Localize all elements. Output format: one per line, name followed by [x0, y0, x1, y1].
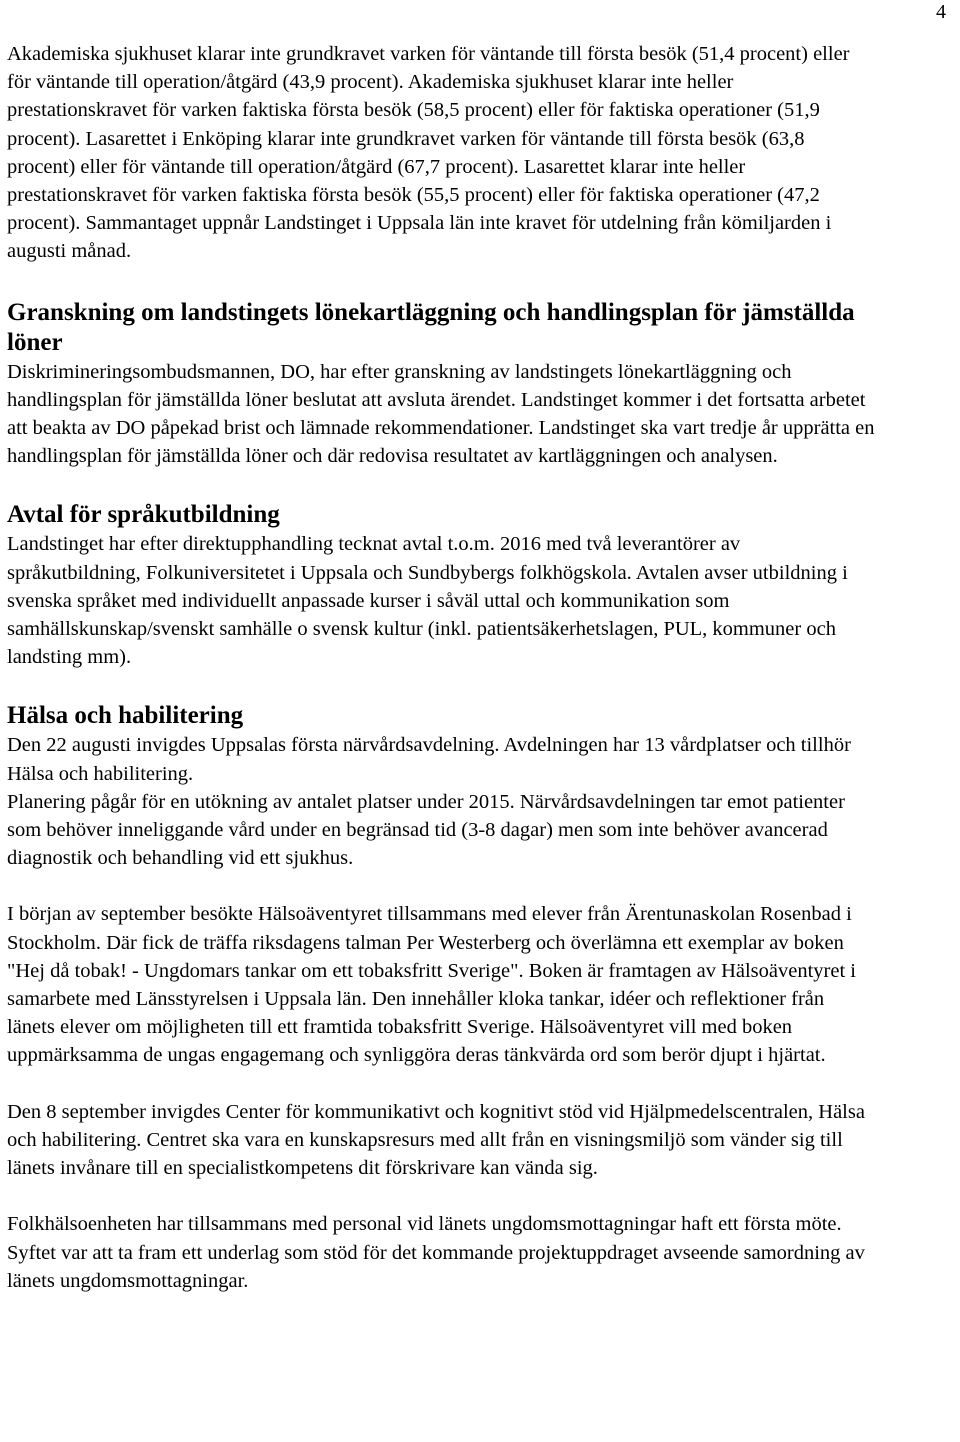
section-salary-review	[7, 298, 877, 471]
document-body	[7, 40, 877, 1295]
section-heading: Hälsa och habilitering	[7, 702, 244, 730]
section-paragraph: Folkhälsoenheten har tillsammans med personal vid länets ungdomsmottagningar haft ett första möte. Syftet var att ta fram ett underlag som stöd för det kommande projektuppdraget avseende samordning av länets ungdomsmottagningar.	[7, 1213, 865, 1292]
intro-paragraph: Akademiska sjukhuset klarar inte grundkravet varken för väntande till första besök (51,4 procent) eller för väntande till operation/åtgärd (43,9 procent). Akademiska sjukhuset klarar inte heller prestationskravet för varken faktiska första besök (58,5 procent) eller för faktiska operationer (51,9 procent). Lasarettet i Enköping klarar inte grundkravet varken för väntande till första besök (63,8 procent) eller för väntande till operation/åtgärd (67,7 procent). Lasarettet klarar inte heller prestationskravet för varken faktiska första besök (55,5 procent) eller för faktiska operationer (47,2 procent). Sammantaget uppnår Landstinget i Uppsala län inte kravet för utdelning från kömiljarden i augusti månad.	[7, 43, 850, 263]
section-heading: Avtal för språkutbildning	[7, 501, 280, 529]
section-paragraph: I början av september besökte Hälsoäventyret tillsammans med elever från Ärentunaskolan Rosenbad i Stockholm. Där fick de träffa riksdagens talman Per Westerberg och överlämna ett exemplar av boken "Hej då tobak! - Ungdomars tankar om ett tobaksfritt Sverige". Boken är framtagen av Hälsoäventyret i samarbete med Länsstyrelsen i Uppsala län. Den innehåller kloka tankar, idéer och reflektioner från länets elever om möjligheten till ett framtida tobaksfritt Sverige. Hälsoäventyret vill med boken uppmärksamma de ungas engagemang och synliggöra deras tänkvärda ord som berör djupt i hjärtat.	[7, 903, 856, 1067]
section-paragraph: Den 8 september invigdes Center för kommunikativt och kognitivt stöd vid Hjälpmedelscentralen, Hälsa och habilitering. Centret ska vara en kunskapsresurs med allt från en visningsmiljö som vänder sig till länets invånare till en specialistkompetens dit förskrivare kan vända sig.	[7, 1100, 865, 1180]
section-paragraph: Diskrimineringsombudsmannen, DO, har efter granskning av landstingets lönekartläggning och handlingsplan för jämställda löner beslutat att avsluta ärendet. Landstinget kommer i det fortsatta arbetet att beakta av DO påpekad brist och lämnade rekommendationer. Landstinget ska vart tredje år upprätta en handlingsplan för jämställda löner och där redovisa resultatet av kartläggningen och analysen.	[7, 360, 875, 468]
section-paragraph: Landstinget har efter direktupphandling tecknat avtal t.o.m. 2016 med två leverantörer av språkutbildning, Folkuniversitetet i Uppsala och Sundbybergs folkhögskola. Avtalen avser utbildning i svenska språket med individuellt anpassade kurser i såväl uttal och kommunikation som samhällskunskap/svenskt samhälle o svensk kultur (inkl. patientsäkerhetslagen, PUL, kommuner och landsting mm).	[7, 533, 848, 669]
section-paragraph: Den 22 augusti invigdes Uppsalas första närvårdsavdelning. Avdelningen har 13 vårdplatser och tillhör Hälsa och habilitering.	[7, 734, 851, 785]
section-paragraph: Planering pågår för en utökning av antalet platser under 2015. Närvårdsavdelningen tar emot patienter som behöver inneliggande vård under en begränsad tid (3-8 dagar) men som inte behöver avancerad diagnostik och behandling vid ett sjukhus.	[7, 790, 845, 870]
section-heading: Granskning om landstingets lönekartläggning och handlingsplan för jämställda löner	[7, 298, 855, 356]
section-language-training	[7, 500, 877, 671]
section-health-habilitation	[7, 701, 877, 1294]
page-number: 4	[936, 1, 946, 23]
